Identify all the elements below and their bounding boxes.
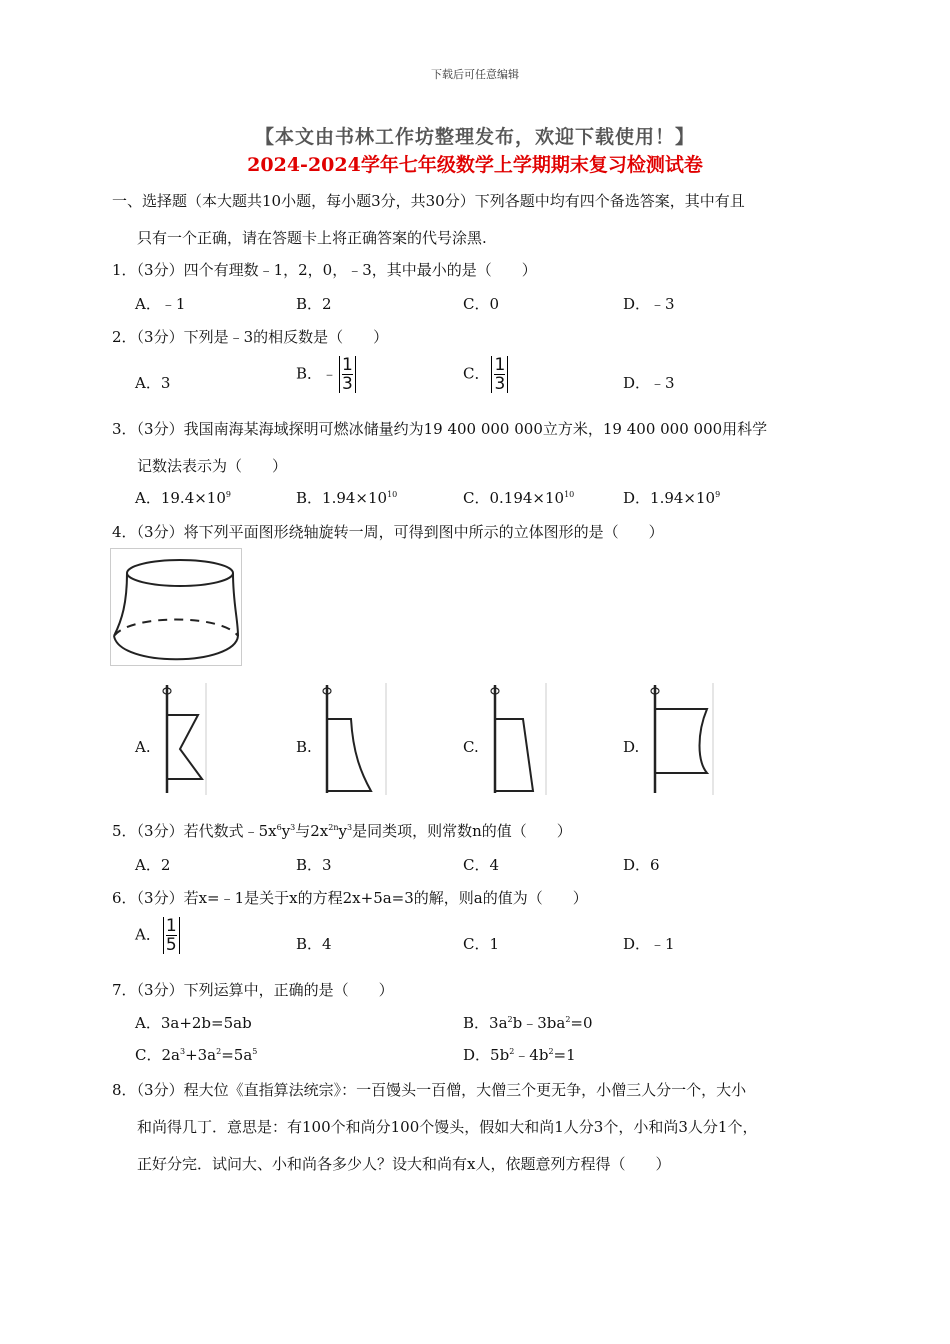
q3-option-d-text: D．1.94×10 [623, 489, 716, 507]
q2-option-a: A．3 [135, 374, 171, 392]
q2-option-b [296, 356, 356, 393]
q7-option-b-part: =0 [570, 1014, 593, 1032]
q7-exponent: 2 [216, 1047, 222, 1056]
q4-option-a-figure [150, 683, 212, 795]
q7-option-b-part: b﹣3ba [512, 1014, 566, 1032]
fraction-denominator: 5 [165, 935, 177, 955]
q3-option-b [296, 487, 397, 508]
section-instructions-line1: 一、选择题（本大题共10小题，每小题3分，共30分）下列各题中均有四个备选答案，其中有且 [112, 192, 745, 210]
q7-option-d-part: =1 [553, 1046, 576, 1064]
q3-option-c-text: C．0.194×10 [463, 489, 565, 507]
q1-option-a: A．﹣1 [135, 295, 186, 313]
q4-option-d-label: D. [623, 738, 640, 756]
q7-exponent: 3 [179, 1047, 186, 1056]
q4-option-b-figure [315, 683, 390, 795]
q4-option-c-label: C. [463, 738, 479, 756]
q3-option-d [623, 487, 720, 508]
q1-option-d: D．﹣3 [623, 295, 675, 313]
q5-exponent: 2n [328, 823, 339, 832]
q5-stem-part: y [338, 822, 348, 840]
q2-stem: 2．（3分）下列是﹣3的相反数是（ ） [112, 328, 389, 346]
q5-option-a: A．2 [135, 856, 171, 874]
q7-exponent: 2 [548, 1047, 554, 1056]
q5-exponent: 3 [290, 823, 296, 832]
q4-option-d-figure [645, 683, 717, 795]
fraction-numerator: 1 [165, 916, 177, 936]
solid-figure-image [110, 548, 242, 666]
q8-stem-line2: 和尚得几丁．意思是：有100个和尚分100个馒头，假如大和尚1人分3个，小和尚3人分1个， [137, 1118, 758, 1136]
q5-stem-part: 5．（3分）若代数式﹣5x [112, 822, 277, 840]
fraction-denominator: 3 [342, 374, 353, 394]
q6-option-c: C．1 [463, 935, 500, 953]
q3-option-c [463, 487, 574, 508]
q2-option-c-prefix: C． [463, 364, 490, 383]
q6-option-a [135, 917, 180, 954]
q7-option-c [135, 1044, 257, 1065]
q5-option-c: C．4 [463, 856, 500, 874]
q7-exponent: 5 [252, 1047, 258, 1056]
q1-option-c: C．0 [463, 295, 500, 313]
q7-stem: 7．（3分）下列运算中，正确的是（ ） [112, 981, 394, 999]
q7-option-a: A．3a+2b=5ab [135, 1014, 252, 1032]
q7-option-d-part: ﹣4b [514, 1046, 549, 1064]
q6-option-a-prefix: A． [135, 925, 161, 944]
q7-option-d [463, 1044, 576, 1065]
q4-option-a-label: A. [135, 738, 151, 756]
q5-exponent: 3 [347, 823, 353, 832]
q5-option-d: D．6 [623, 856, 660, 874]
q6-option-d: D．﹣1 [623, 935, 675, 953]
q7-option-b [463, 1012, 593, 1033]
fraction-denominator: 3 [494, 374, 506, 394]
q7-option-c-part: =5a [221, 1046, 253, 1064]
q5-option-b: B．3 [296, 856, 332, 874]
q4-option-c-figure [485, 683, 550, 795]
q1-option-b: B．2 [296, 295, 332, 313]
q1-stem: 1．（3分）四个有理数﹣1，2，0，﹣3，其中最小的是（ ） [112, 261, 537, 279]
q3-option-b-text: B．1.94×10 [296, 489, 388, 507]
fraction-numerator: 1 [494, 355, 506, 375]
q5-exponent: 6 [276, 823, 282, 832]
q4-stem: 4．（3分）将下列平面图形绕轴旋转一周，可得到图中所示的立体图形的是（ ） [112, 523, 664, 541]
q7-exponent: 2 [507, 1015, 513, 1024]
q7-option-d-part: D．5b [463, 1046, 510, 1064]
q2-option-b-prefix: B．﹣ [296, 364, 338, 383]
q8-stem-line1: 8．（3分）程大位《直指算法统宗》：一百馒头一百僧，大僧三个更无争，小僧三人分一个，大小 [112, 1081, 747, 1099]
q3-option-a-text: A．19.4×10 [135, 489, 226, 507]
q3-option-b-exponent: 10 [387, 490, 398, 499]
q2-option-d: D．﹣3 [623, 374, 675, 392]
q2-option-c [463, 356, 508, 393]
notice-heading: 【本文由书林工作坊整理发布，欢迎下载使用！】 [254, 126, 695, 148]
q3-option-c-exponent: 10 [564, 490, 575, 499]
q5-stem-part: 与2x [295, 822, 329, 840]
q3-stem-line1: 3．（3分）我国南海某海域探明可燃冰储量约为19 400 000 000立方米，19 400 000 000用科学 [112, 420, 768, 438]
q5-stem [112, 820, 572, 841]
q7-exponent: 2 [565, 1015, 571, 1024]
q2-option-c-fraction [491, 356, 508, 393]
q7-exponent: 2 [509, 1047, 515, 1056]
q6-option-b: B．4 [296, 935, 332, 953]
q7-option-b-part: B．3a [463, 1014, 508, 1032]
q7-option-c-part: C．2a [135, 1046, 180, 1064]
q3-option-d-exponent: 9 [715, 490, 721, 499]
page-header: 下载后可任意编辑 [431, 68, 519, 81]
exam-title: 2024-2024学年七年级数学上学期期末复习检测试卷 [247, 154, 703, 176]
q5-stem-part: 是同类项，则常数n的值（ ） [352, 822, 572, 840]
section-instructions-line2: 只有一个正确，请在答题卡上将正确答案的代号涂黑. [137, 229, 487, 247]
fraction-numerator: 1 [342, 355, 353, 375]
q3-stem-line2: 记数法表示为（ ） [137, 457, 288, 475]
q4-option-b-label: B. [296, 738, 312, 756]
q6-stem: 6．（3分）若x=﹣1是关于x的方程2x+5a=3的解，则a的值为（ ） [112, 889, 588, 907]
q3-option-a [135, 487, 231, 508]
q8-stem-line3: 正好分完．试问大、小和尚各多少人？设大和尚有x人，依题意列方程得（ ） [137, 1155, 671, 1173]
q3-option-a-exponent: 9 [225, 490, 231, 499]
q5-stem-part: y [281, 822, 291, 840]
q7-option-c-part: +3a [185, 1046, 217, 1064]
q2-option-b-fraction [339, 356, 356, 393]
q6-option-a-fraction [163, 917, 180, 954]
